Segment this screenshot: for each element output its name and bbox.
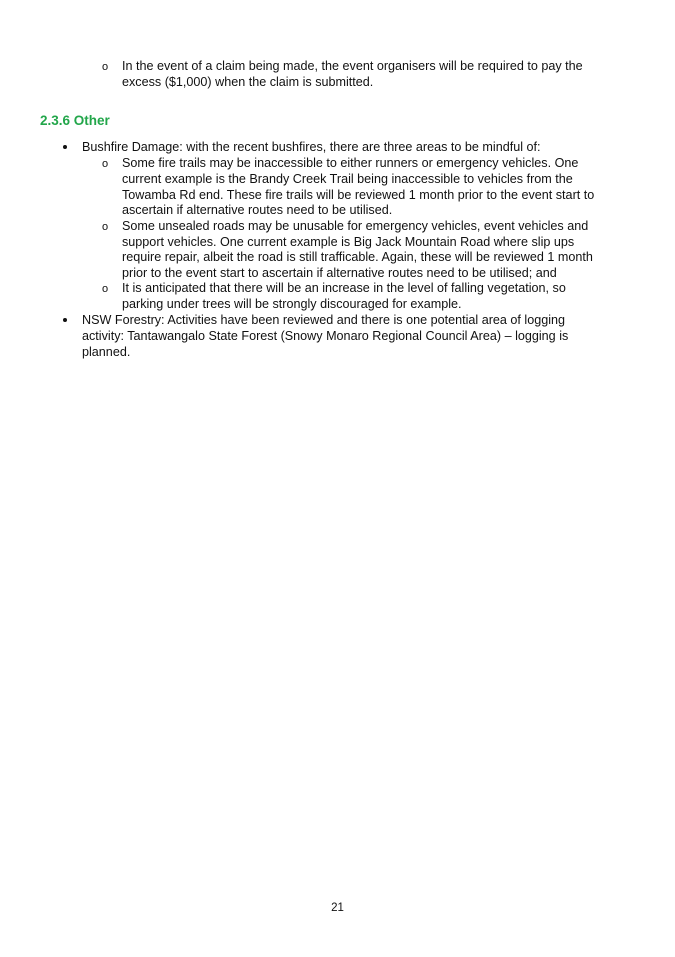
bullet-2-line-1: NSW Forestry: Activities have been reviewed and there is one potential area of logging <box>82 313 566 327</box>
section-heading: 2.3.6 Other <box>40 113 110 128</box>
bullet-1-line-1: Bushfire Damage: with the recent bushfires, there are three areas to be mindful of: <box>82 140 541 154</box>
sub-bullet-marker: o <box>102 221 109 233</box>
subitem-2-line-3: require repair, albeit the road is still trafficable. Again, these will be reviewed 1 month <box>122 250 593 264</box>
intro-line-2: excess ($1,000) when the claim is submitted. <box>122 75 374 89</box>
sub-bullet-marker: o <box>102 158 109 170</box>
bullet-2-line-2: activity: Tantawangalo State Forest (Snowy Monaro Regional Council Area) – logging is <box>82 329 569 343</box>
subitem-3-line-2: parking under trees will be strongly discouraged for example. <box>122 297 462 311</box>
bullet-marker <box>63 318 67 322</box>
subitem-1-line-3: Towamba Rd end. These fire trails will be reviewed 1 month prior to the event start to <box>122 188 595 202</box>
subitem-1-line-1: Some fire trails may be inaccessible to either runners or emergency vehicles. One <box>122 156 579 170</box>
subitem-1-line-2: current example is the Brandy Creek Trail being inaccessible to vehicles from the <box>122 172 573 186</box>
sub-bullet-marker: o <box>102 61 109 73</box>
subitem-1-line-4: ascertain if alternative routes need to be utilised. <box>122 203 393 217</box>
subitem-3-line-1: It is anticipated that there will be an increase in the level of falling vegetation, so <box>122 281 566 295</box>
bullet-2-line-3: planned. <box>82 345 131 359</box>
subitem-2-line-4: prior to the event start to ascertain if alternative routes need to be utilised; and <box>122 266 557 280</box>
page-number: 21 <box>331 902 344 914</box>
subitem-2-line-2: support vehicles. One current example is Big Jack Mountain Road where slip ups <box>122 235 575 249</box>
bullet-marker <box>63 145 67 149</box>
sub-bullet-marker: o <box>102 283 109 295</box>
subitem-2-line-1: Some unsealed roads may be unusable for emergency vehicles, event vehicles and <box>122 219 589 233</box>
intro-line-1: In the event of a claim being made, the event organisers will be required to pay the <box>122 59 583 73</box>
